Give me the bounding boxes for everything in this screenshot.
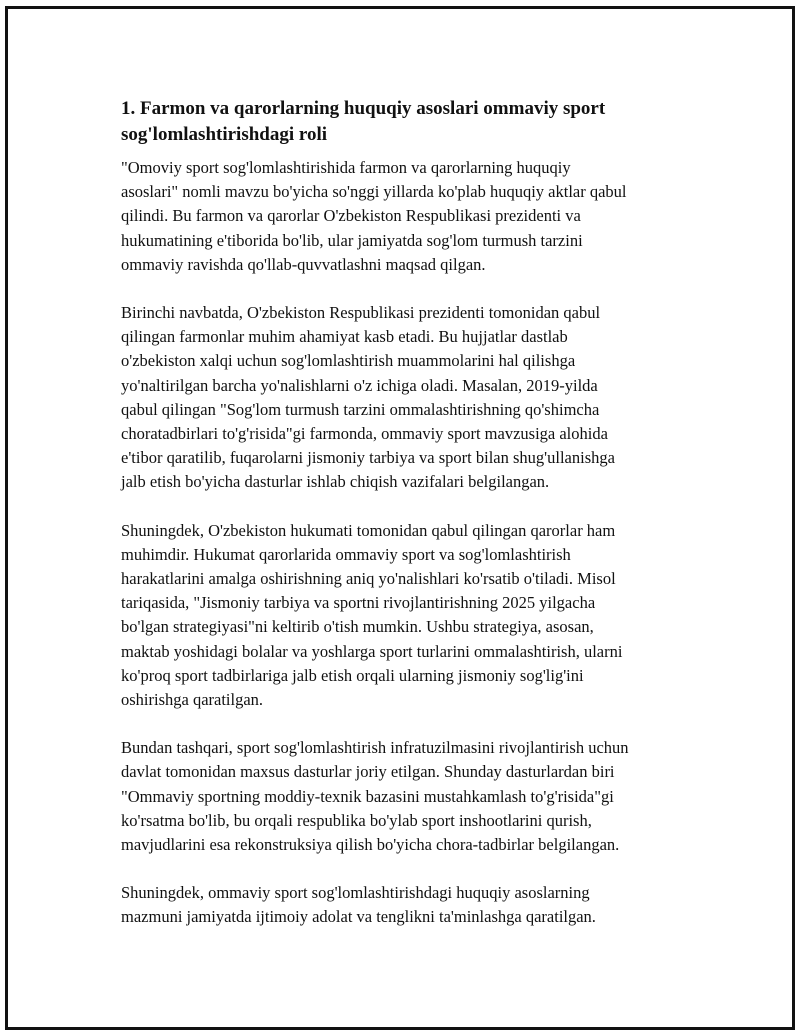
text-line: ko'proq sport tadbirlariga jalb etish orqali ularning jismoniy sog'lig'ini [121,665,584,685]
text-line: qilingan farmonlar muhim ahamiyat kasb etadi. Bu hujjatlar dastlab [121,327,568,347]
text-line: tariqasida, "Jismoniy tarbiya va sportni rivojlantirishning 2025 yilgacha [121,593,596,613]
paragraph-infrastructure [121,736,701,857]
paragraph-intro [121,156,701,277]
text-line: muhimdir. Hukumat qarorlarida ommaviy sport va sog'lomlashtirish [121,544,571,564]
text-line: qilindi. Bu farmon va qarorlar O'zbekiston Respublikasi prezidenti va [121,206,581,226]
text-line: jalb etish bo'yicha dasturlar ishlab chiqish vazifalari belgilangan. [121,472,550,492]
text-line: yo'naltirilgan barcha yo'nalishlarni o'z ichiga oladi. Masalan, 2019-yilda [121,375,598,395]
text-line: asoslari" nomli mavzu bo'yicha so'nggi yillarda ko'plab huquqiy aktlar qabul [121,182,627,202]
document-body [121,96,701,954]
text-line: o'zbekiston xalqi uchun sog'lomlashtirish muammolarini hal qilishga [121,351,576,371]
text-line: mazmuni jamiyatda ijtimoiy adolat va tenglikni ta'minlashga qaratilgan. [121,907,596,927]
heading-line: 1. Farmon va qarorlarning huquqiy asoslari ommaviy sport [121,98,606,119]
section-heading [121,96,701,148]
text-line: ko'rsatma bo'lib, bu orqali respublika bo'ylab sport inshootlarini qurish, [121,810,592,830]
paragraph-government-resolutions [121,519,701,713]
text-line: "Ommaviy sportning moddiy-texnik bazasini mustahkamlash to'g'risida"gi [121,786,614,806]
text-line: "Omoviy sport sog'lomlashtirishida farmon va qarorlarning huquqiy [121,158,571,177]
paragraph-conclusion [121,881,701,929]
text-line: harakatlarini amalga oshirishning aniq yo'nalishlari ko'rsatib o'tiladi. Misol [121,569,616,589]
text-line: hukumatining e'tiborida bo'lib, ular jamiyatda sog'lom turmush tarzini [121,230,583,250]
text-line: qabul qilingan "Sog'lom turmush tarzini ommalashtirishning qo'shimcha [121,399,600,419]
text-line: davlat tomonidan maxsus dasturlar joriy etilgan. Shunday dasturlardan biri [121,762,615,782]
text-line: ommaviy ravishda qo'llab-quvvatlashni maqsad qilgan. [121,254,486,274]
text-line: Shuningdek, ommaviy sport sog'lomlashtirishdagi huquqiy asoslarning [121,883,590,903]
text-line: choratadbirlari to'g'risida"gi farmonda, ommaviy sport mavzusiga alohida [121,424,608,444]
text-line: e'tibor qaratilib, fuqarolarni jismoniy tarbiya va sport bilan shug'ullanishga [121,448,615,468]
text-line: Bundan tashqari, sport sog'lomlashtirish infratuzilmasini rivojlantirish uchun [121,738,629,758]
text-line: Shuningdek, O'zbekiston hukumati tomonidan qabul qilingan qarorlar ham [121,520,616,540]
text-line: bo'lgan strategiyasi"ni keltirib o'tish mumkin. Ushbu strategiya, asosan, [121,617,594,637]
page-frame [5,6,795,1030]
text-line: Birinchi navbatda, O'zbekiston Respublikasi prezidenti tomonidan qabul [121,303,601,323]
heading-line: sog'lomlashtirishdagi roli [121,124,328,145]
text-line: mavjudlarini esa rekonstruksiya qilish bo'yicha chora-tadbirlar belgilangan. [121,835,620,855]
text-line: oshirishga qaratilgan. [121,690,264,710]
text-line: maktab yoshidagi bolalar va yoshlarga sport turlarini ommalashtirish, ularni [121,641,623,661]
paragraph-president-decrees [121,301,701,495]
